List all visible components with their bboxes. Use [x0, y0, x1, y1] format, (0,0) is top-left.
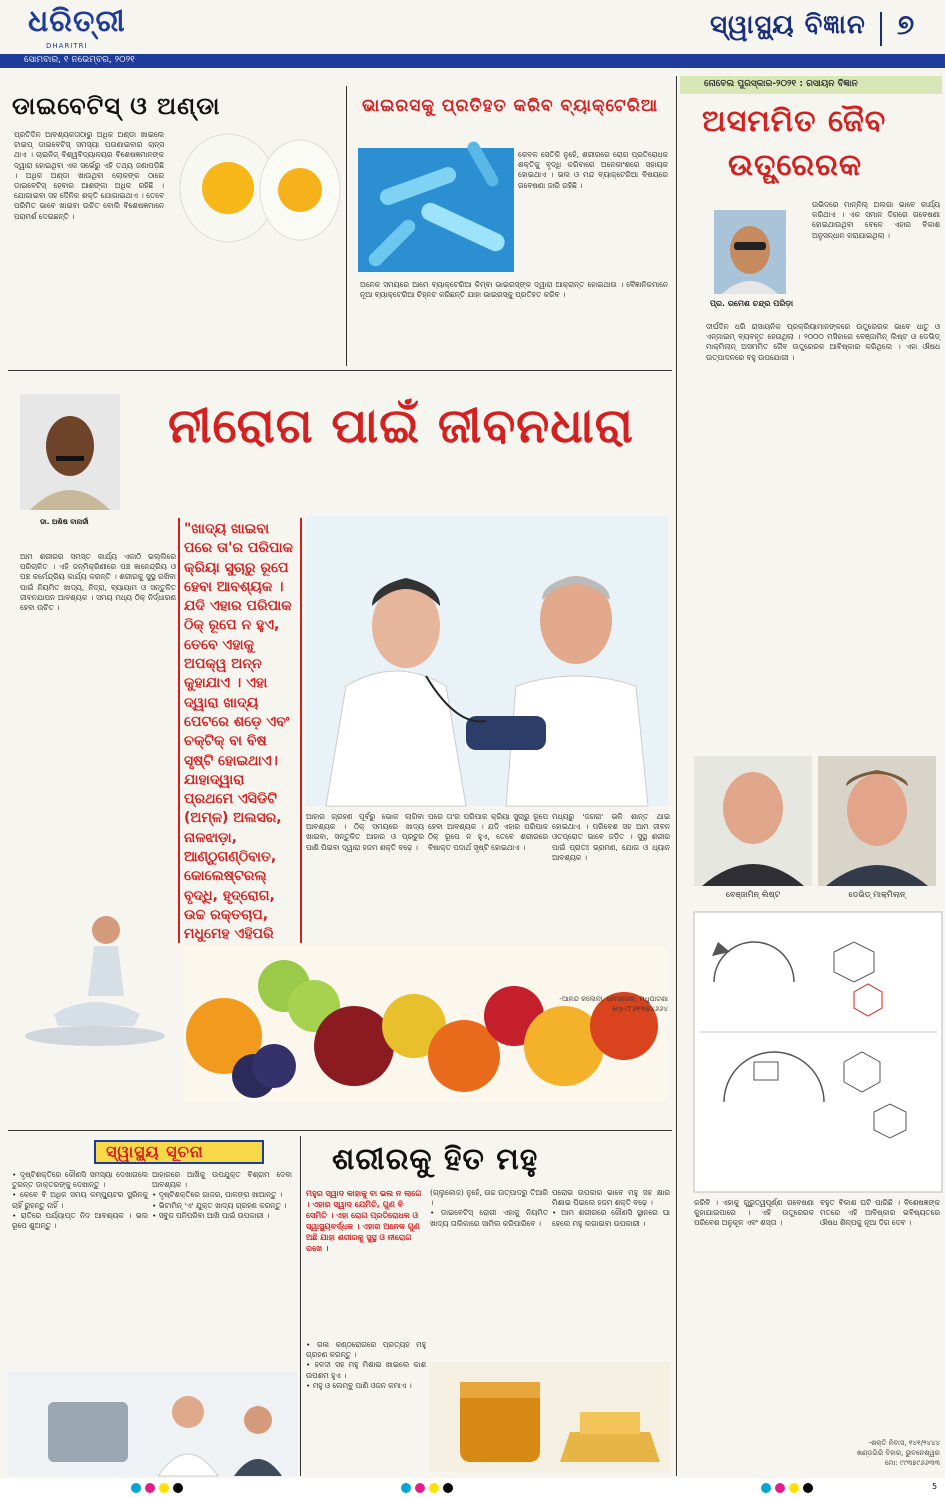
- main-body-col4: ମଧ୍ୟରୁ 'ଜଗରା' ଭଳି ଶାନ୍ତ ଥାଇ ହୋଇଥାଏ । ପରିବେଶ ସହ ଆମ ଜୀବନ ଓତପ୍ରୋତ ଭାବେ ଜଡ଼ିତ । ସୁସ୍ଥ ଶରୀର ପାଇଁ ପ୍ରାତଃ ଭ୍ରମଣ, ଯୋଗ ଓ ଧ୍ୟାନ ଆବଶ୍ୟକ ।: [552, 812, 670, 862]
- honey-article: [304, 1136, 674, 1476]
- eye-test-image: [8, 1372, 298, 1476]
- honey-intro: ମହୁର ସ୍ୱାଦ କାହାକୁ ବା ଭଲ ନ ଲାଗେ । ଏହାର ସ୍ୱାଦ ଯେମିତି, ଗୁଣ ବି ସେମିତି । ଏହା ରୋଗ ପ୍ରତିରୋଧକ ଓ ସ୍ୱାସ୍ଥ୍ୟବର୍ଦ୍ଧକ । ଏହାର ଅନେକ ଗୁଣ ଅଛି ଯାହା ଶରୀରକୁ ସୁସ୍ଥ ଓ ନୀରୋଗ ରଖେ ।: [306, 1189, 422, 1253]
- author-photo: [714, 210, 786, 294]
- honey-col1: • ଗଳା କଣ୍ଠରୋଗରେ ପ୍ରତ୍ୟହ ମହୁ ଗ୍ରହଣ କରନ୍ତୁ । • ହଳଦୀ ସହ ମହୁ ମିଶାଇ ଖାଇଲେ କାଶ ଉପଶମ ହୁଏ । • ମହୁ ଓ ଲେମ୍ବୁ ପାଣି ଓଜନ କମାଏ ।: [306, 1340, 426, 1390]
- logo[interactable]: ଧରିତ୍ରୀ: [28, 4, 126, 39]
- nobel-body-1: ଉଭିଦରେ ମାନ୍‌ନିଲ୍ ଅଲଗା ଭାବେ କାର୍ଯ୍ୟ କରିଥାଏ । ଏକ ସମାନ ଦିଗରେ ଗବେଷଣା ହୋଇଥାଉଥିବା ବେଳେ ଏହାର ବିକାଶ ଅନୁସନ୍ଧାନ କରାଯାଇଥିଲା ।: [812, 200, 940, 240]
- diabetes-article: [8, 86, 344, 366]
- bacteria-title: ଭାଇରସକୁ ପ୍ରତିହତ କରିବ ବ୍ୟାକ୍ଟେରିଆ: [362, 96, 659, 116]
- nobel-banner-text: ନୋବେଲ ପୁରସ୍କାର-୨୦୨୧ : ରସାୟନ ବିଜ୍ଞାନ: [704, 79, 858, 89]
- column-rule: [346, 86, 347, 366]
- nobel-body-4: ବହୁତ ବିକାଶ ଘଟି ପାରିଛି । ବିଶେଷଜ୍ଞଙ୍କ ମତରେ ଏହି ଆବିଷ୍କାର ଭବିଷ୍ୟତରେ ଔଷଧ ଶିଳ୍ପକୁ ନୂଆ ଦିଗ ଦେବ ।: [820, 1198, 940, 1228]
- color-bar-icon: [130, 1482, 240, 1494]
- nobel-body-3: କରିବି । ଏହାକୁ ଗୁରୁତ୍ୱପୂର୍ଣ୍ଣ ଗବେଷଣା କୁହାଯାଇପାରେ । ଏହି ଉତ୍ପ୍ରେରକ ପରିବେଶ ଅନୁକୂଳ ଏବଂ ଶସ୍ତା ।: [694, 1198, 814, 1228]
- nobel-article: [680, 76, 942, 1476]
- doctor-patient-image: [306, 516, 668, 806]
- date-label: ସୋମବାର, ୧ ନଭେମ୍ବର, ୨୦୨୧: [24, 55, 135, 65]
- yoga-image: [14, 886, 176, 1046]
- eggs-image: [168, 126, 348, 246]
- masthead: [0, 0, 945, 70]
- david-macmillan-photo: [818, 756, 936, 886]
- date-bar: [0, 54, 945, 68]
- bacteria-image: [358, 148, 514, 272]
- main-headline: ନୀରୋଗ ପାଇଁ ଜୀବନଧାରା: [168, 398, 634, 454]
- quote-right-rule: [300, 518, 302, 943]
- main-author: ଡା. ଅଶିଷ ବାନାର୍ଜୀ: [40, 518, 89, 526]
- nobel-body-2: ଦୀର୍ଘଦିନ ଧରି ରାସାୟନିକ ପ୍ରକ୍ରିୟାମାନଙ୍କରେ ଉତ୍ପ୍ରେରକ ଭାବେ ଧାତୁ ଓ ଏନ୍‌ଜାଇମ୍ ବ୍ୟବହୃତ ହେଉଥିଲା । ୨୦୦୦ ମସିହାରେ ବେଞ୍ଜାମିନ୍ ଲିଷ୍ଟ ଓ ଡେଭିଡ୍ ମାକ୍‌ମିଲାନ୍ ଅସମମିତ ଜୈବ ଉତ୍ପ୍ରେରକ ଆବିଷ୍କାର କରିଥିଲେ । ଏହା ଔଷଧ ଉତ୍ପାଦନରେ ବହୁ ଉପଯୋଗୀ ।: [706, 322, 940, 362]
- column-rule-tips: [300, 1136, 301, 1476]
- bacteria-body-bottom: ଅନେକ ସମୟରେ ଆମେ ବ୍ୟାକ୍ଟେରିଆ କିମ୍ବା ଭାଇରସ୍‌ଙ୍କ ଦ୍ୱାରା ଆକ୍ରାନ୍ତ ହୋଇଥାଉ । ବୈଜ୍ଞାନିକମାନେ ନୂଆ ବ୍ୟାକ୍ଟେରିଆ ଚିହ୍ନଟ କରିଛନ୍ତି ଯାହା ଭାଇରସ୍‌କୁ ପ୍ରତିହତ କରିବ ।: [360, 280, 668, 300]
- section-title: ସ୍ୱାସ୍ଥ୍ୟ ବିଜ୍ଞାନ: [710, 10, 866, 40]
- caption-david-macmillan: ଡେଭିଡ୍ ମାକ୍‌ମିଲାନ୍: [848, 890, 906, 899]
- nobel-signature: -ଶକ୍ତି ନିବାସ, ୧୪୧/୨୪୪୪ ଖଣ୍ଡଗିରି ବିହାର, ଭୁବନେଶ୍ୱର ମୋ: ୯୯୩୭୯୬୬୩୩: [856, 1439, 940, 1467]
- nobel-author: ପ୍ର. ରମେଶ ଚନ୍ଦ୍ର ପରିଡ଼ା: [710, 299, 794, 308]
- nobel-title-1: ଅସମମିତ ଜୈବ: [702, 104, 887, 139]
- diabetes-title: ଡାଇବେଟିସ୍‌ ଓ ଅଣ୍ଡା: [12, 92, 221, 120]
- honey-col3: ପରୋଭ ଉପକାର ଭାବେ ମହୁ ସହ କ୍ଷାର ମିଶାଇ ପିଇଲେ ହଜମ ଶକ୍ତି ବଢ଼େ । • ଆମ ଶରୀରରେ କୌଣସି ସ୍ଥାନରେ ଘା ହେଲେ ମହୁ ଲଗାଇବା ଉପକାରୀ ।: [552, 1188, 670, 1228]
- logo-subtitle: DHARITRI: [46, 42, 88, 50]
- diabetes-body: ପ୍ରତିଦିନ ଆବଶ୍ୟକତାଠାରୁ ଅଧିକ ଅଣ୍ଡା ଖାଇଲେ ଟାଇପ୍ ଡାଇବେଟିସ୍ ସମସ୍ୟା ପଉଣାଇବାର ଚାନ୍ସ ଥାଏ । ଚାଇନିଜ୍ ବିଶ୍ୱବିଦ୍ୟାଳୟର ବିଶେଷଜ୍ଞମାନଙ୍କ ଦ୍ୱାରା ହୋଇଥିବା ଏକ ସର୍ଭେରୁ ଏହି ତଥ୍ୟ ଜଣାପଡ଼ିଛି । ଅଧିକ ଅଣ୍ଡା ଖାଉଥିବା ଲୋକଙ୍କ ଠାରେ ଡାଇବେଟିସ୍ ହେବାର ଆଶଙ୍କା ଅଧିକ ରହିଛି । ଯୋଗାଇବା ସହ ଦୈନିକ ଶକ୍ତି ଯୋଗାଇଥାଏ । ତେବେ ପରିମିତ ଭାବେ ଖାଇବା ଉଚିତ ବୋଲି ବିଶେଷଜ୍ଞମାନେ ପରାମର୍ଶ ଦେଇଛନ୍ତି ।: [14, 130, 164, 221]
- section-divider: [880, 12, 882, 46]
- bacteria-article: [352, 86, 672, 366]
- honey-col2: (ଗ୍ଲୁକୋଜ) ନୁହେଁ, ଉଚ୍ଚ ଉତ୍ପାଦରୁ ତିଆରି । • ଡାଇବେଟିସ୍ ରୋଗୀ ଏହାକୁ ନିୟମିତ ଖାଦ୍ୟ ତାଲିକାରେ ସାମିଲ କରିପାରିବେ ।: [430, 1188, 548, 1228]
- main-body-col3: ପରେ ତା'ର ପରିପାକ କ୍ରିୟା ସୁଚାରୁ ରୂପେ ହେବା ଆବଶ୍ୟକ । ଯଦି ଏହାର ପରିପାକ ଠିକ୍ ରୂପେ ନ ହୁଏ, ତେବେ ଶରୀରରେ ବିଷାକ୍ତ ପଦାର୍ଥ ସୃଷ୍ଟି ହୋଇଥାଏ ।: [428, 812, 548, 852]
- tips-col2: ଆହାରରେ ଆଖିକୁ ଉପଯୁକ୍ତ ବିଶ୍ରାମ ଦେବା ଆବଶ୍ୟକ । • ଦୃଷ୍ଟିଶକ୍ତିରେ ଗାଜର, ପାଳଙ୍ଗ ଖାଆନ୍ତୁ । • ଭିଟାମିନ୍ 'ଏ' ଯୁକ୍ତ ଖାଦ୍ୟ ଗ୍ରହଣ କରନ୍ତୁ । • ସବୁଜ ପନିପରିବା ଆଖି ପାଇଁ ଉପକାରୀ ।: [152, 1170, 292, 1220]
- quote-left-rule: [178, 518, 180, 943]
- column-rule-right: [676, 76, 677, 1476]
- diabetes-body-right: [168, 258, 338, 358]
- color-bar-icon-right: [760, 1482, 840, 1494]
- caption-benjamin-list: ବେଞ୍ଜାମିନ୍ ଲିଷ୍ଟ: [725, 890, 781, 899]
- benjamin-list-photo: [694, 756, 812, 886]
- honey-title: ଶରୀରକୁ ହିତ ମହୁ: [332, 1142, 539, 1177]
- bacteria-body-right: କେବଳ ସେତିକି ନୁହେଁ, ଶରୀରରେ ରୋଗ ପ୍ରତିରୋଧକ ଶକ୍ତିକୁ ବୃଦ୍ଧି କରିବାରେ ଅନେକାଂଶରେ ସହାୟକ ହୋଇଥାଏ । ଭଲ ଓ ମନ୍ଦ ବ୍ୟାକ୍ଟେରିଆ ବିଷୟରେ ଗବେଷଣା ଜାରି ରହିଛି ।: [518, 150, 668, 190]
- main-body-left: ଆମ ଶରୀରର ସମସ୍ତ କାର୍ଯ୍ୟ ଏକାଠି ଭଲ୍ଲିରେ ପରିଚାଳିତ । ଏହି ଜନ୍ମିକ୍ରିଣୀରେ ପଞ୍ଚ ଜ୍ଞାନେନ୍ଦ୍ରିୟ ଓ ପଞ୍ଚ କର୍ମେନ୍ଦ୍ରିୟ କାର୍ଯ୍ୟ କରନ୍ତି । ଶରୀରକୁ ସୁସ୍ଥ ରଖିବା ପାଇଁ ନିୟମିତ ଖାଦ୍ୟ, ନିଦ୍ରା, ବ୍ୟାୟାମ ଓ ସନ୍ତୁଳିତ ଜୀବନଯାପନ ଆବଶ୍ୟକ । ସମୟ ମଧ୍ୟ ଠିକ୍ ନିର୍ଦ୍ଧାରଣ ହେବା ଉଚିତ ।: [20, 552, 176, 613]
- main-body-col2: ଆହାର ଗ୍ରହଣ ପୂର୍ବରୁ ଭୋକ ଲାଗିବା ଆବଶ୍ୟକ । ଠିକ୍ ସମୟରେ ଖାଦ୍ୟ ଖାଇବା, ସନ୍ତୁଳିତ ଆହାର ଓ ପ୍ରଚୁର ପାଣି ପିଇବା ଦ୍ୱାରା ହଜମ ଶକ୍ତି ବଢ଼େ ।: [306, 812, 424, 852]
- page-number: ୭: [897, 8, 916, 41]
- main-author-photo: [20, 394, 120, 510]
- honey-image: [430, 1362, 670, 1472]
- footer-page-number: 5: [932, 1482, 938, 1491]
- pull-quote: "ଖାଦ୍ୟ ଖାଇବା ପରେ ତା'ର ପରିପାକ କ୍ରିୟା ସୁଚାରୁ ରୂପେ ହେବା ଆବଶ୍ୟକ । ଯଦି ଏହାର ପରିପାକ ଠିକ୍ ରୂପେ ନ ହୁଏ, ତେବେ ଏହାକୁ ଅପକ୍ୱ ଅନ୍ନ କୁହାଯାଏ । ଏହା ଦ୍ୱାରା ଖାଦ୍ୟ ପେଟରେ ଶଡ଼େ ଏବଂ ଚକ୍ଟିକ୍ ବା ବିଷ ସୃଷ୍ଟି ହୋଇଥାଏ। ଯାହାଦ୍ୱାରା ପ୍ରଥମେ ଏସିଡିଟି (ଅମ୍ଳ) ଅଲସର, ନାଳଝାଡ଼ା, ଆଣ୍ଠୁଗଣ୍ଠିବାତ, କୋଲେଷ୍ଟରଲ୍ ବୃଦ୍ଧି, ହୃଦ୍‌ରୋଗ, ଉଚ୍ଚ ରକ୍ତଚାପ, ମଧୁମେହ ଏହିପରି: [184, 521, 293, 943]
- main-signature: -ଆନନ୍ଦ କଲୋନୀ, ହେମନଗର, ମଧୁପାଟଣା ମୋ-୯୮୬୧୩୭୪୬୬୪: [559, 995, 668, 1013]
- registration-mark-icon: [400, 1482, 480, 1494]
- nobel-title-2: ଉତ୍ପ୍ରେରକ: [728, 148, 863, 183]
- section-rule: [8, 370, 672, 371]
- tips-col1: • ଦୃଷ୍ଟିଶକ୍ତିରେ କୌଣସି ସମସ୍ୟା ଦେଖାଗଲେ ତୁରନ୍ତ ଡାକ୍ତରଙ୍କୁ ଦେଖାନ୍ତୁ । • କେବେ ବି ଅଧିକ ସମୟ କମ୍ପ୍ୟୁଟର ସ୍କ୍ରିନକୁ ଚାହିଁ ରୁହନ୍ତୁ ନାହିଁ । • ରାତିରେ ପର୍ଯ୍ୟାପ୍ତ ନିଦ ଆବଶ୍ୟକ । ଭଲ ରୂପେ ଶୁଅନ୍ତୁ ।: [12, 1170, 148, 1231]
- health-tips: [8, 1136, 298, 1476]
- chemistry-diagram: [694, 912, 942, 1192]
- section-rule-bottom: [8, 1130, 672, 1131]
- tips-title: ସ୍ୱାସ୍ଥ୍ୟ ସୂଚନା: [106, 1142, 204, 1161]
